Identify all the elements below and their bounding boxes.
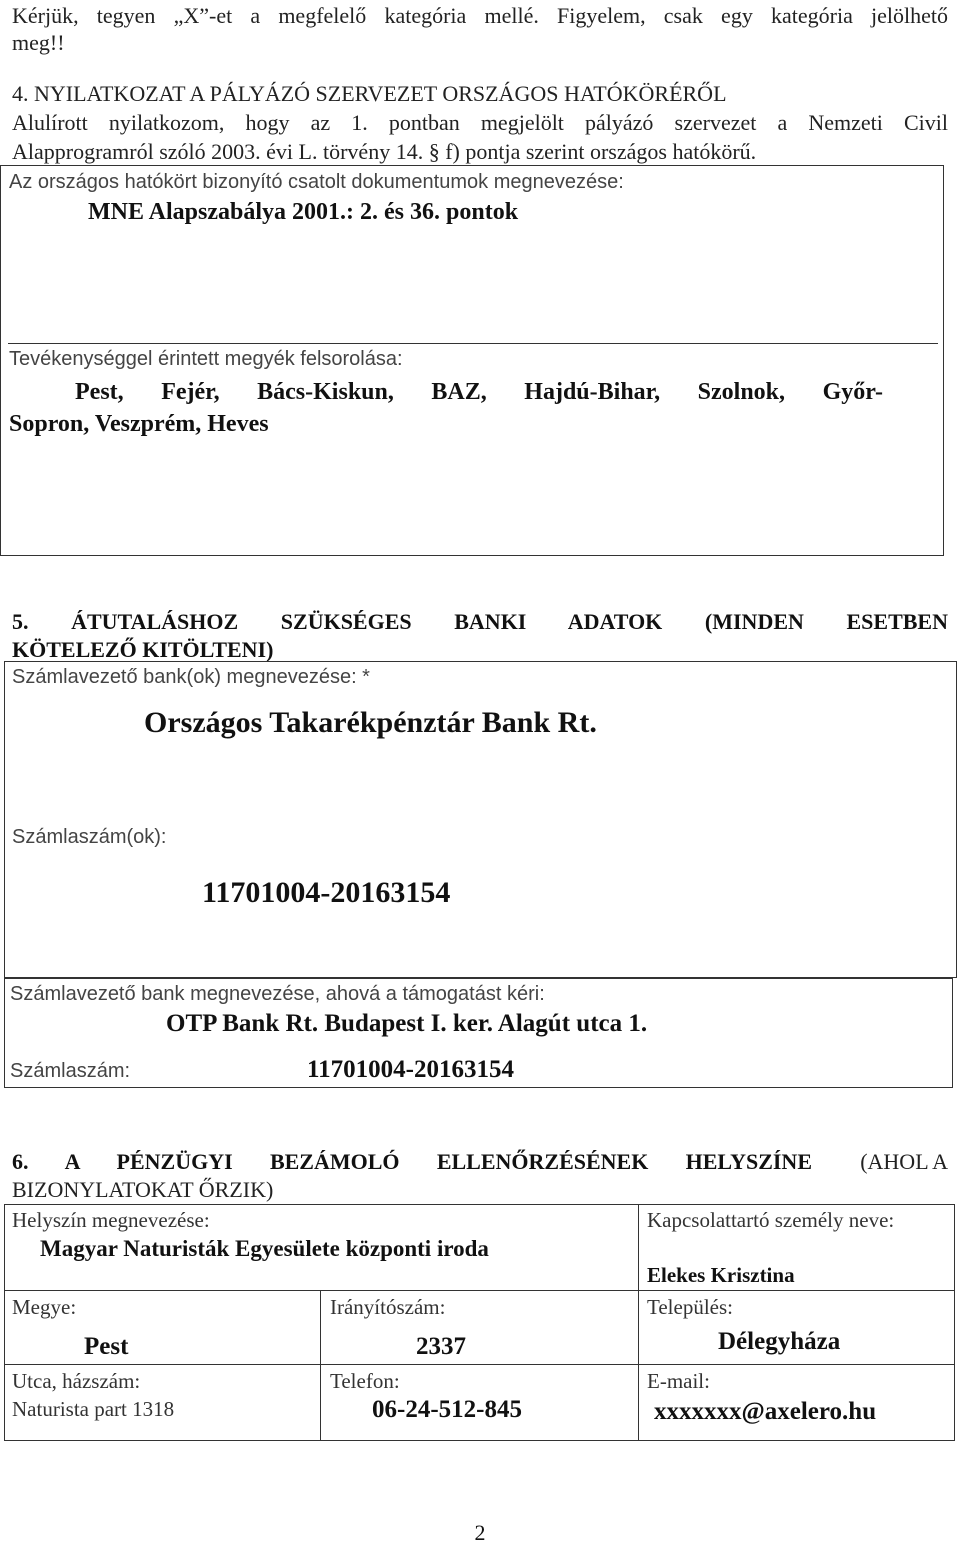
table-divider-v1: [638, 1204, 639, 1441]
phone-value[interactable]: 06-24-512-845: [372, 1396, 522, 1423]
table-divider-h2: [4, 1364, 955, 1365]
city-label: Település:: [647, 1295, 733, 1319]
docs-label: Az országos hatókört bizonyító csatolt dokumentumok megnevezése:: [9, 171, 624, 193]
county-value[interactable]: Pest: [84, 1333, 129, 1360]
city-value[interactable]: Délegyháza: [718, 1328, 841, 1355]
section-5-heading-line-2: KÖTELEZŐ KITÖLTENI): [12, 637, 274, 662]
section-4-divider: [8, 343, 938, 344]
email-value[interactable]: xxxxxxx@axelero.hu: [654, 1398, 877, 1425]
support-bank-value[interactable]: OTP Bank Rt. Budapest I. ker. Alagút utca 1.: [166, 1010, 648, 1037]
section-6-heading-suffix: (AHOL A: [860, 1149, 948, 1174]
support-bank-label: Számlavezető bank megnevezése, ahová a támogatást kéri:: [10, 983, 545, 1005]
bank-value[interactable]: Országos Takarékpénztár Bank Rt.: [144, 706, 597, 739]
docs-value[interactable]: MNE Alapszabálya 2001.: 2. és 36. pontok: [88, 199, 519, 225]
section-6-heading-line-1: [12, 1148, 948, 1175]
zip-value[interactable]: 2337: [416, 1333, 466, 1360]
street-value[interactable]: Naturista part 1318: [12, 1397, 175, 1421]
table-divider-h1: [4, 1290, 955, 1291]
county-label: Megye:: [12, 1295, 77, 1319]
contact-value[interactable]: Elekes Krisztina: [647, 1263, 795, 1287]
phone-label: Telefon:: [330, 1369, 400, 1393]
contact-label: Kapcsolattartó személy neve:: [647, 1208, 895, 1232]
support-account-value[interactable]: 11701004-20163154: [307, 1056, 514, 1083]
account-value[interactable]: 11701004-20163154: [202, 876, 451, 909]
counties-value-line-1[interactable]: Pest, Fejér, Bács-Kiskun, BAZ, Hajdú-Bihar, Szolnok, Győr-: [75, 379, 883, 405]
table-divider-v2: [320, 1290, 321, 1441]
section-4-text-line-1: Alulírott nyilatkozom, hogy az 1. pontban megjelölt pályázó szervezet a Nemzeti Civil: [12, 110, 948, 135]
counties-label: Tevékenységgel érintett megyék felsorolása:: [9, 348, 403, 370]
section-4-text-line-2: Alapprogramról szóló 2003. évi L. törvény 14. § f) pontja szerint országos hatókörű.: [12, 139, 757, 164]
location-label: Helyszín megnevezése:: [12, 1208, 210, 1232]
zip-label: Irányítószám:: [330, 1295, 446, 1319]
section-4-heading: 4. NYILATKOZAT A PÁLYÁZÓ SZERVEZET ORSZÁGOS HATÓKÖRÉRŐL: [12, 81, 727, 106]
intro-line-2: meg!!: [12, 30, 65, 55]
intro-line-1: Kérjük, tegyen „X”-et a megfelelő kategória mellé. Figyelem, csak egy kategória jelölhető: [12, 3, 948, 28]
page-number: 2: [474, 1520, 486, 1545]
location-value[interactable]: Magyar Naturisták Egyesülete központi iroda: [40, 1236, 489, 1261]
account-label: Számlaszám(ok):: [12, 826, 167, 848]
bank-label: Számlavezető bank(ok) megnevezése: *: [12, 666, 370, 688]
support-account-label: Számlaszám:: [10, 1060, 131, 1082]
section-5-heading-line-1: 5. ÁTUTALÁSHOZ SZÜKSÉGES BANKI ADATOK (MINDEN ESETBEN: [12, 609, 948, 634]
counties-value-line-2[interactable]: Sopron, Veszprém, Heves: [9, 411, 269, 437]
street-label: Utca, házszám:: [12, 1369, 141, 1393]
section-6-heading-line-2: BIZONYLATOKAT ŐRZIK): [12, 1177, 274, 1202]
email-label: E-mail:: [647, 1369, 710, 1393]
section-6-heading-main: 6. A PÉNZÜGYI BEZÁMOLÓ ELLENŐRZÉSÉNEK HELYSZÍNE: [12, 1149, 812, 1174]
